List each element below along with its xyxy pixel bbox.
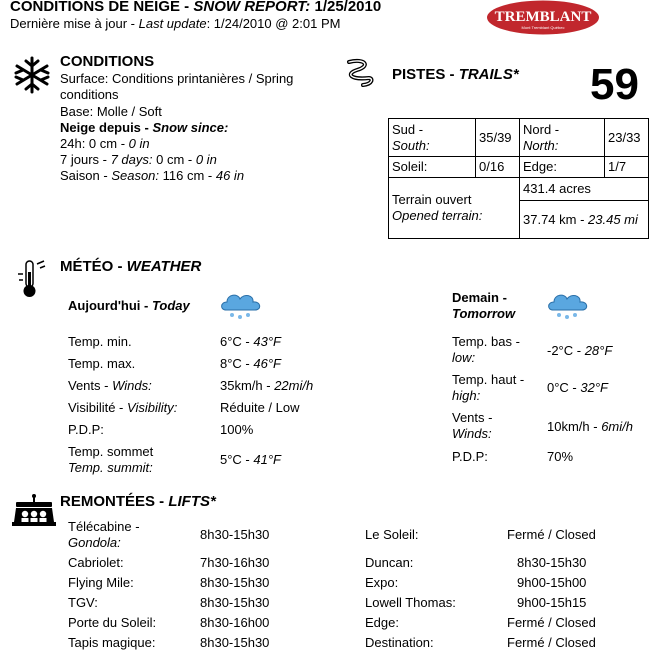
lift-lesoleil-label: Le Soleil: bbox=[365, 527, 419, 542]
soleil-value: 0/16 bbox=[476, 157, 520, 178]
today-max-value: 8°C - 46°F bbox=[220, 356, 281, 371]
lift-gondola-label: Télécabine - Gondola: bbox=[68, 519, 140, 550]
tomorrow-heading: Demain - Tomorrow bbox=[452, 290, 516, 321]
svg-text:TREMBLANT: TREMBLANT bbox=[494, 9, 592, 25]
conditions-heading: CONDITIONS bbox=[60, 53, 155, 70]
today-summit-value: 5°C - 41°F bbox=[220, 452, 281, 467]
soleil-label: Soleil: bbox=[389, 157, 476, 178]
trails-total: 59 bbox=[590, 60, 639, 109]
today-visibility-label: Visibilité - Visibility: bbox=[68, 400, 178, 415]
tomorrow-pdp-value: 70% bbox=[547, 449, 574, 464]
surface-line-2: conditions bbox=[60, 87, 119, 102]
lift-cabriolet-label: Cabriolet: bbox=[68, 555, 124, 570]
snow-24h: 24h: 0 cm - 0 in bbox=[60, 136, 150, 151]
tomorrow-low-value: -2°C - 28°F bbox=[547, 343, 613, 358]
today-pdp-value: 100% bbox=[220, 422, 254, 437]
lift-flyingmile-value: 8h30-15h30 bbox=[200, 575, 270, 590]
tomorrow-high-label: Temp. haut - high: bbox=[452, 372, 525, 403]
lift-flyingmile-label: Flying Mile: bbox=[68, 575, 134, 590]
tremblant-logo bbox=[486, 0, 601, 35]
last-update: Dernière mise à jour - Last update: 1/24/2010 @ 2:01 PM bbox=[10, 16, 341, 31]
today-pdp-label: P.D.P: bbox=[68, 422, 104, 437]
gondola-icon bbox=[12, 494, 56, 533]
lifts-heading: REMONTÉES - LIFTS* bbox=[60, 493, 216, 510]
lift-duncan-label: Duncan: bbox=[365, 555, 414, 570]
terrain-acres: 431.4 acres bbox=[520, 178, 649, 201]
lift-edge-value: Fermé / Closed bbox=[507, 615, 596, 630]
today-visibility-value: Réduite / Low bbox=[220, 400, 300, 415]
edge-label: Edge: bbox=[520, 157, 605, 178]
edge-value: 1/7 bbox=[605, 157, 649, 178]
today-min-label: Temp. min. bbox=[68, 334, 132, 349]
tomorrow-winds-label: Vents - Winds: bbox=[452, 410, 493, 441]
terrain-km: 37.74 km - 23.45 mi bbox=[520, 201, 649, 239]
lift-lowellthomas-value: 9h00-15h15 bbox=[517, 595, 587, 610]
svg-text:Mont Tremblant Québec: Mont Tremblant Québec bbox=[521, 25, 565, 30]
lift-portedusoleil-label: Porte du Soleil: bbox=[68, 615, 157, 630]
snow-season: Saison - Season: 116 cm - 46 in bbox=[60, 168, 245, 183]
lift-portedusoleil-value: 8h30-16h00 bbox=[200, 615, 270, 630]
trails-heading: PISTES - TRAILS* bbox=[392, 66, 519, 83]
today-min-value: 6°C - 43°F bbox=[220, 334, 281, 349]
tomorrow-winds-value: 10km/h - 6mi/h bbox=[547, 419, 633, 434]
north-label: Nord - North: bbox=[520, 119, 605, 157]
lift-expo-value: 9h00-15h00 bbox=[517, 575, 587, 590]
snow-7days: 7 jours - 7 days: 0 cm - 0 in bbox=[60, 152, 217, 167]
lift-expo-label: Expo: bbox=[365, 575, 399, 590]
lift-destination-value: Fermé / Closed bbox=[507, 635, 596, 650]
lift-tgv-label: TGV: bbox=[68, 595, 98, 610]
snow-since-label: Neige depuis - Snow since: bbox=[60, 120, 229, 135]
tomorrow-low-label: Temp. bas - low: bbox=[452, 334, 520, 365]
lift-lesoleil-value: Fermé / Closed bbox=[507, 527, 596, 542]
trail-icon bbox=[343, 56, 375, 91]
base-line: Base: Molle / Soft bbox=[60, 104, 162, 119]
lift-gondola-value: 8h30-15h30 bbox=[200, 527, 270, 542]
today-heading: Aujourd'hui - Today bbox=[68, 298, 190, 313]
page-title: CONDITIONS DE NEIGE - SNOW REPORT: 1/25/2010 bbox=[10, 0, 382, 15]
lift-destination-label: Destination: bbox=[365, 635, 434, 650]
lift-tgv-value: 8h30-15h30 bbox=[200, 595, 270, 610]
lift-tapismagique-value: 8h30-15h30 bbox=[200, 635, 270, 650]
trails-table bbox=[388, 118, 649, 239]
south-label: Sud - South: bbox=[389, 119, 476, 157]
tomorrow-pdp-label: P.D.P: bbox=[452, 449, 488, 464]
today-max-label: Temp. max. bbox=[68, 356, 136, 371]
today-winds-value: 35km/h - 22mi/h bbox=[220, 378, 314, 393]
lift-lowellthomas-label: Lowell Thomas: bbox=[365, 595, 456, 610]
surface-line-1: Surface: Conditions printanières / Spring bbox=[60, 71, 294, 86]
snowflake-icon bbox=[12, 55, 52, 98]
thermometer-icon bbox=[16, 258, 48, 303]
south-value: 35/39 bbox=[476, 119, 520, 157]
lift-duncan-value: 8h30-15h30 bbox=[517, 555, 587, 570]
cloud-snow-icon bbox=[545, 290, 591, 323]
north-value: 23/33 bbox=[605, 119, 649, 157]
weather-heading: MÉTÉO - WEATHER bbox=[60, 258, 202, 275]
today-winds-label: Vents - Winds: bbox=[68, 378, 152, 393]
lift-edge-label: Edge: bbox=[365, 615, 399, 630]
terrain-label: Terrain ouvert Opened terrain: bbox=[389, 178, 520, 239]
lift-cabriolet-value: 7h30-16h30 bbox=[200, 555, 270, 570]
lift-tapismagique-label: Tapis magique: bbox=[68, 635, 156, 650]
tomorrow-high-value: 0°C - 32°F bbox=[547, 380, 608, 395]
cloud-snow-icon bbox=[218, 290, 264, 323]
today-summit-label: Temp. sommet Temp. summit: bbox=[68, 444, 154, 475]
